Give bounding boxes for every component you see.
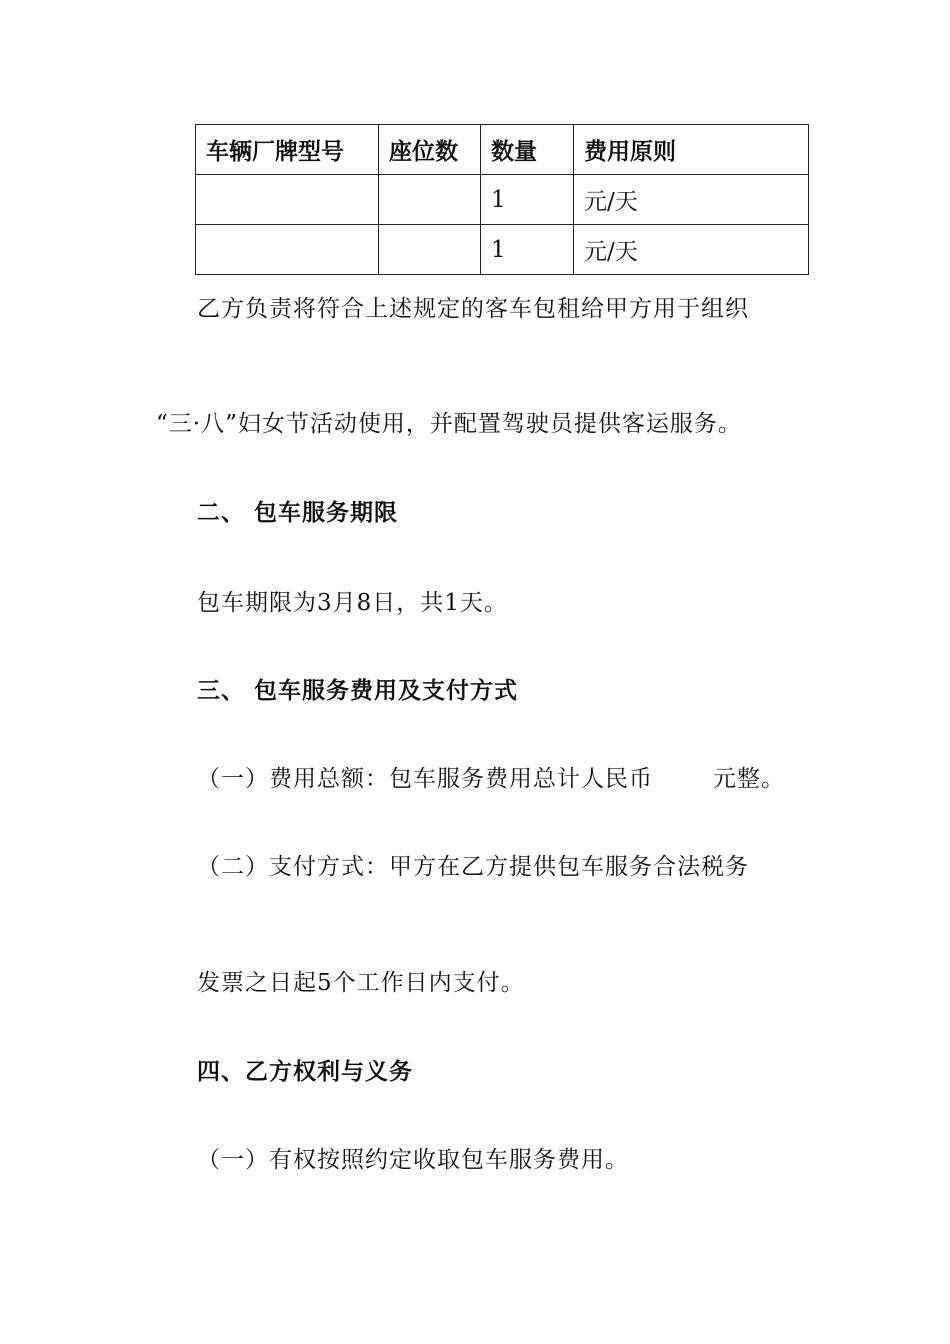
header-seats: 座位数 [379, 125, 481, 175]
header-vehicle-model: 车辆厂牌型号 [196, 125, 379, 175]
vehicle-table [195, 124, 809, 275]
cell-seats [379, 225, 481, 275]
cell-quantity: 1 [481, 225, 574, 275]
header-fee-principle: 费用原则 [574, 125, 809, 175]
paragraph-3a-prefix: （一）费用总额：包车服务费用总计人民币 [197, 766, 653, 792]
table-row [196, 225, 809, 275]
paragraph-3a-suffix: 元整。 [713, 766, 785, 792]
cell-vehicle-model [196, 175, 379, 225]
paragraph-3a [197, 760, 785, 793]
paragraph-4a: （一）有权按照约定收取包车服务费用。 [197, 1147, 629, 1173]
cell-seats [379, 175, 481, 225]
paragraph-1-line-2: “三·八”妇女节活动使用，并配置驾驶员提供客运服务。 [156, 411, 742, 437]
paragraph-1-line-1: 乙方负责将符合上述规定的客车包租给甲方用于组织 [197, 296, 749, 322]
paragraph-3b-line-1: （二）支付方式：甲方在乙方提供包车服务合法税务 [197, 854, 749, 880]
section-heading-4: 四、乙方权利与义务 [197, 1059, 413, 1085]
cell-vehicle-model [196, 225, 379, 275]
section-heading-3: 三、 包车服务费用及支付方式 [197, 678, 519, 704]
cell-fee-principle: 元/天 [574, 175, 809, 225]
paragraph-2: 包车期限为3月8日，共1天。 [197, 590, 508, 616]
section-heading-2: 二、 包车服务期限 [197, 500, 399, 526]
cell-quantity: 1 [481, 175, 574, 225]
table-header-row [196, 125, 809, 175]
cell-fee-principle: 元/天 [574, 225, 809, 275]
paragraph-3b-line-2: 发票之日起5个工作日内支付。 [197, 970, 525, 996]
table-row [196, 175, 809, 225]
header-quantity: 数量 [481, 125, 574, 175]
